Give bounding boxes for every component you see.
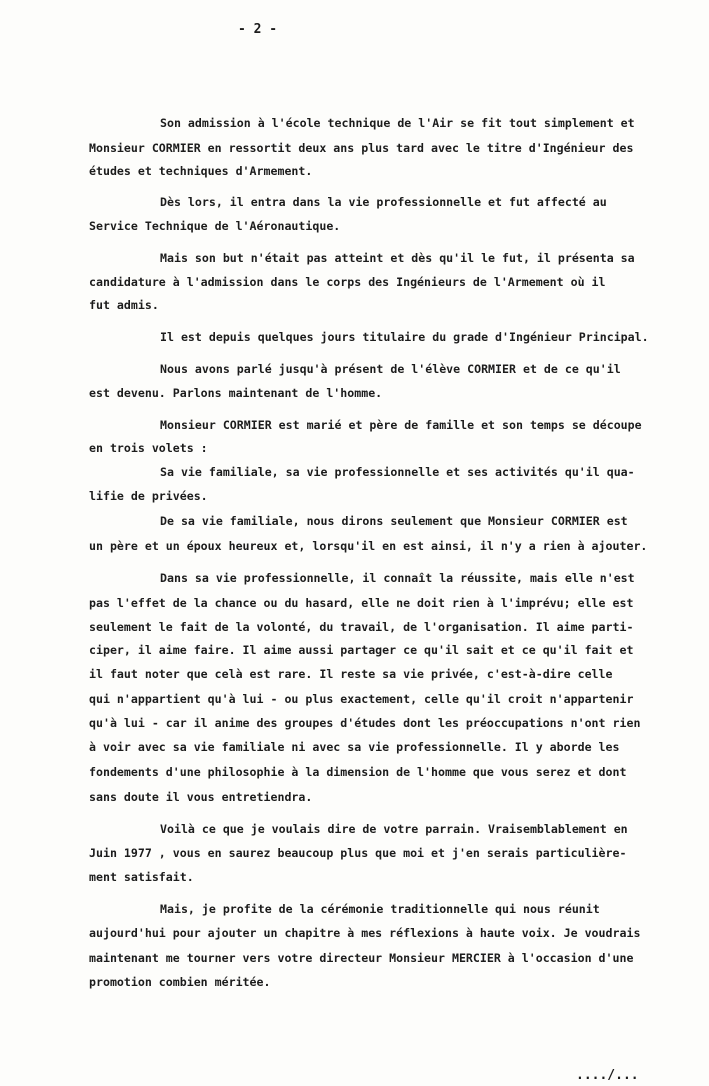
text-line: Dès lors, il entra dans la vie professionnelle et fut affecté au: [160, 195, 607, 209]
text-line: aujourd'hui pour ajouter un chapitre à mes réflexions à haute voix. Je voudrais: [89, 926, 641, 940]
text-line: Dans sa vie professionnelle, il connaît la réussite, mais elle n'est: [160, 571, 635, 585]
text-line: maintenant me tourner vers votre directeur Monsieur MERCIER à l'occasion d'une: [89, 951, 634, 965]
text-line: Mais, je profite de la cérémonie traditionnelle qui nous réunit: [160, 902, 600, 916]
text-line: Juin 1977 , vous en saurez beaucoup plus que moi et j'en serais particulière-: [89, 846, 627, 860]
text-line: fut admis.: [89, 298, 159, 312]
text-line: ciper, il aime faire. Il aime aussi partager ce qu'il sait et ce qu'il fait et: [89, 643, 634, 657]
text-line: Monsieur CORMIER est marié et père de famille et son temps se découpe: [160, 418, 642, 432]
text-line: seulement le fait de la volonté, du travail, de l'organisation. Il aime parti-: [89, 620, 634, 634]
text-line: De sa vie familiale, nous dirons seulement que Monsieur CORMIER est: [160, 514, 628, 528]
text-line: études et techniques d'Armement.: [89, 164, 313, 178]
text-line: est devenu. Parlons maintenant de l'homme.: [89, 386, 383, 400]
text-line: à voir avec sa vie familiale ni avec sa vie professionnelle. Il y aborde les: [89, 740, 620, 754]
text-line: Sa vie familiale, sa vie professionnelle et ses activités qu'il qua-: [160, 465, 635, 479]
continuation-mark: ..../...: [576, 1068, 639, 1083]
text-line: candidature à l'admission dans le corps des Ingénieurs de l'Armement où il: [89, 275, 606, 289]
text-line: pas l'effet de la chance ou du hasard, elle ne doit rien à l'imprévu; elle est: [89, 596, 634, 610]
text-line: lifie de privées.: [89, 489, 208, 503]
text-line: un père et un époux heureux et, lorsqu'il en est ainsi, il n'y a rien à ajouter.: [89, 539, 648, 553]
text-line: promotion combien méritée.: [89, 975, 271, 989]
text-line: sans doute il vous entretiendra.: [89, 790, 313, 804]
text-line: Monsieur CORMIER en ressortit deux ans plus tard avec le titre d'Ingénieur des: [89, 141, 634, 155]
text-line: qui n'appartient qu'à lui - ou plus exactement, celle qu'il croit n'appartenir: [89, 692, 634, 706]
text-line: Il est depuis quelques jours titulaire du grade d'Ingénieur Principal.: [160, 330, 649, 344]
text-line: il faut noter que celà est rare. Il reste sa vie privée, c'est-à-dire celle: [89, 667, 613, 681]
text-line: Son admission à l'école technique de l'Air se fit tout simplement et: [160, 116, 635, 130]
text-line: ment satisfait.: [89, 870, 194, 884]
text-line: Mais son but n'était pas atteint et dès qu'il le fut, il présenta sa: [160, 251, 635, 265]
text-line: fondements d'une philosophie à la dimension de l'homme que vous serez et dont: [89, 765, 627, 779]
page-number: - 2 -: [238, 22, 278, 37]
text-line: Service Technique de l'Aéronautique.: [89, 219, 341, 233]
text-line: Nous avons parlé jusqu'à présent de l'élève CORMIER et de ce qu'il: [160, 362, 621, 376]
text-line: qu'à lui - car il anime des groupes d'études dont les préoccupations n'ont rien: [89, 716, 641, 730]
text-line: en trois volets :: [89, 441, 208, 455]
text-line: Voilà ce que je voulais dire de votre parrain. Vraisemblablement en: [160, 822, 628, 836]
